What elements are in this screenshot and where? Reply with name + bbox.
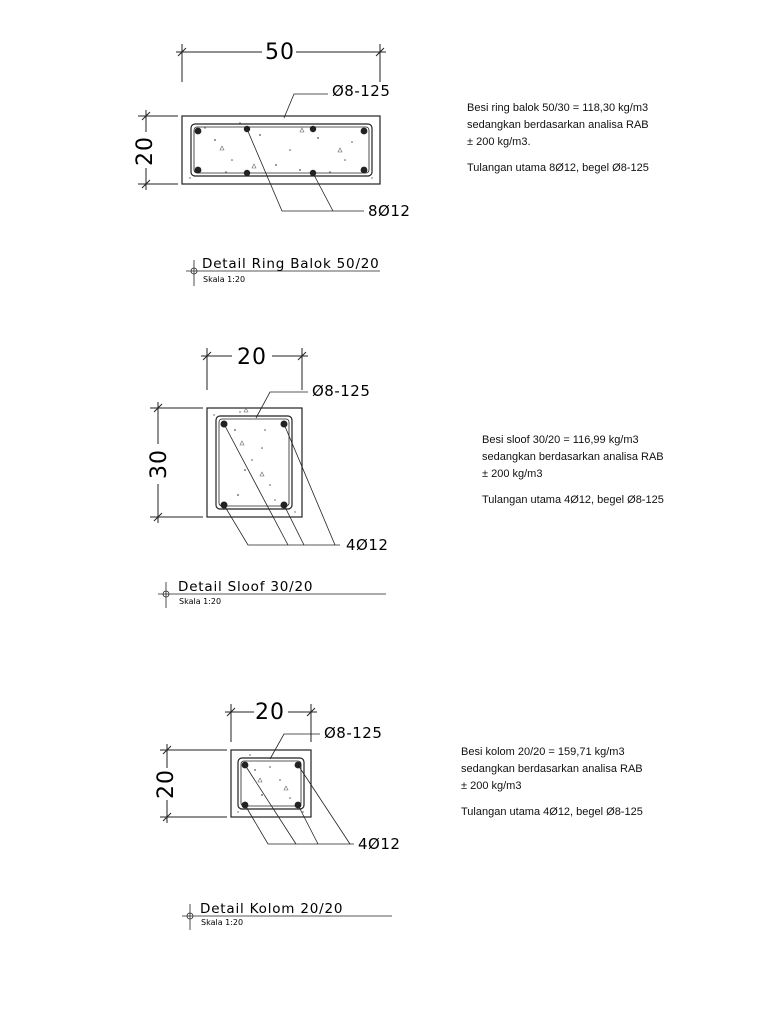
kolom-note-weight: Besi kolom 20/20 = 159,71 kg/m3: [461, 746, 625, 758]
sloof-title: Detail Sloof 30/20: [178, 579, 314, 595]
kolom-detail: [154, 700, 400, 930]
ring-balok-height-label: 20: [133, 136, 158, 166]
sloof-width-label: 20: [237, 345, 267, 370]
ring-balok-width-label: 50: [265, 40, 295, 65]
kolom-title: Detail Kolom 20/20: [200, 901, 344, 917]
sloof-note-weight: Besi sloof 30/20 = 116,99 kg/m3: [482, 434, 639, 446]
ring-balok-stirrup-label: Ø8-125: [332, 82, 391, 100]
kolom-stirrup-label: Ø8-125: [324, 724, 383, 742]
ring-balok-note: [467, 100, 767, 177]
sloof-height-label: 30: [147, 449, 172, 479]
sloof-note: [482, 432, 768, 509]
ring-balok-title: Detail Ring Balok 50/20: [202, 256, 380, 272]
sloof-stirrup-label: Ø8-125: [312, 382, 371, 400]
ring-balok-note-weight: Besi ring balok 50/30 = 118,30 kg/m3: [467, 102, 649, 114]
ring-balok-concrete: [182, 116, 380, 184]
ring-balok-note-rab: sedangkan berdasarkan analisa RAB: [467, 119, 649, 131]
kolom-width-label: 20: [255, 700, 285, 725]
sloof-note-reinforcement: Tulangan utama 4Ø12, begel Ø8-125: [482, 494, 664, 506]
sloof-scale: Skala 1:20: [179, 597, 222, 606]
kolom-scale: Skala 1:20: [201, 918, 244, 927]
ring-balok-note-reinforcement: Tulangan utama 8Ø12, begel Ø8-125: [467, 162, 649, 174]
ring-balok-main-bar-label: 8Ø12: [368, 202, 411, 220]
kolom-note: [461, 744, 761, 821]
sloof-main-bar-label: 4Ø12: [346, 536, 389, 554]
kolom-main-bar-label: 4Ø12: [358, 835, 401, 853]
ring-balok-note-estimate: ± 200 kg/m3.: [467, 136, 531, 148]
kolom-note-estimate: ± 200 kg/m3: [461, 780, 522, 792]
kolom-note-rab: sedangkan berdasarkan analisa RAB: [461, 763, 643, 775]
sloof-note-rab: sedangkan berdasarkan analisa RAB: [482, 451, 664, 463]
kolom-note-reinforcement: Tulangan utama 4Ø12, begel Ø8-125: [461, 806, 643, 818]
ring-balok-detail: [133, 40, 410, 286]
ring-balok-scale: Skala 1:20: [203, 275, 246, 284]
sloof-note-estimate: ± 200 kg/m3: [482, 468, 543, 480]
sloof-detail: [147, 345, 388, 608]
kolom-height-label: 20: [154, 769, 179, 799]
